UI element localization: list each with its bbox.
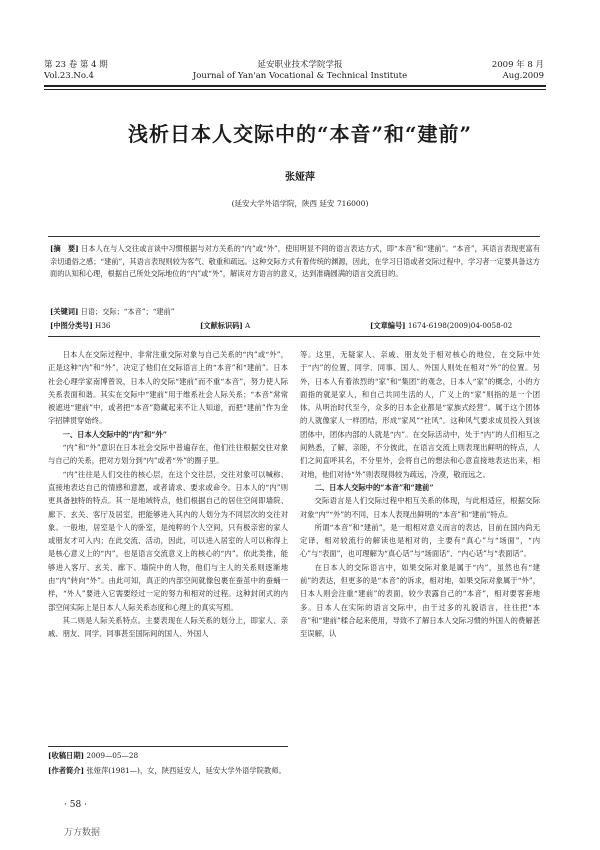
body-paragraph: 其二则是人际关系特点。主要表现在人际关系的划分上，即家人、亲戚、朋友、同学、同事甚至国际间的国人、外国人 [48,615,288,639]
body-paragraph: 所谓“本音”和“建前”，是一组相对意义而言的表达，目前在国内尚无定译，相对较流行的解读也是相对的，主要有“真心”与“场面”，“内心”与“表面”，也可理解为“真心话”与“场面话”、“内心话”与“表面话”。 [300,522,540,559]
watermark-text: 万方数据 [64,828,101,838]
footnote-rule [48,746,288,747]
article-number-value: 1674-6198(2009)04-0058-02 [407,321,513,330]
header-journal [140,60,460,82]
header-rule-thin [44,89,546,90]
header-rule-thick [44,85,546,87]
article-title: 浅析日本人交际中的“本音”和“建前” [127,122,472,146]
footnote-author [48,764,548,777]
header-date-en: Aug.2009 [502,71,544,81]
header-date [492,60,544,82]
clc-label: [中图分类号] [50,321,93,330]
article-author: 张娅萍 [285,172,315,183]
article-number-label: [文章编号] [370,321,406,330]
received-label: [收稿日期] [48,751,85,760]
header-volume-en: Vol.23.No.4 [44,71,94,81]
received-value: 2009—05—28 [86,751,139,760]
clc-number [50,321,110,331]
page-number: · 58 · [64,800,87,810]
body-paragraph: 等。这里，无疑家人、亲戚、朋友处于相对核心的地位，在交际中处于“内”的位置，同学、同事、国人、外国人则处在相对“外”的位置。另外，日本人有着浓烈的“家”和“集团”的观念，日本人“家”的概念，小的方面指的就是家人，和自己共同生活的人，广义上的“家”则指的是一个团体。从明治时代至今，众多的日本企业都是“家族式经营”。属于这个团体的人就像家人一样团结，形成“家风”“社风”。这种风气要求成员投入到该团体中，团体内部的人就是“内”。在交际活动中，处于“内”的人们相互之间熟悉，了解，亲睦，不分彼此，在语言交流上则表现出鲜明的特点，人们之间直呼其名，不分里外，会将自己的想法和心意直接地表达出来，相对地，他们对待“外”则表现得较为疏远，冷漠，敬而远之。 [300,350,540,479]
header-volume-cn: 第 23 卷 第 4 期 [44,60,108,70]
article-affiliation: (延安大学外语学院，陕西 延安 716000) [231,199,369,208]
header-date-cn: 2009 年 8 月 [491,60,544,70]
abstract-text: 日本人在与人交往或言谈中习惯根据与对方关系的“内”或“外”，使用明显不同的语言表达方式，即“本音”和“建前”。“本音”，其语言表现更富有亲切通俗之感；“建前”，其语言表现则较为客气、敬重和疏远。这种交际方式有着传统的渊源，因此，在学习日语或者交际过程中，学习者一定要具备这方面的认知和心理，根据自己所处交际地位的“内”或“外”，解读对方语言的意义，达到准确圆满的语言交流目的。 [50,244,540,278]
header-journal-en: Journal of Yan'an Vocational & Technical Institute [192,71,408,81]
keywords-label: [关键词] [50,307,79,316]
abstract-label: [摘 要] [50,244,79,253]
body-paragraph: 在日本人的交际语言中，如果交际对象是属于“内”，虽然也有“建前”的表达，但更多的是“本音”的诉求，相对地，如果交际对象属于“外”，日本人则会注重“建前”的表面，较少表露自己的“本音”，相对要客套地多。日本人在实际的语言交际中，由于过多的礼貌语言，往往把“本音”和“建前”糅合起来使用，导致不了解日本人交际习惯的外国人的费解甚至误解，认 [300,562,540,639]
body-paragraph: “内”往往是人们交往的核心层，在这个交往层，交往对象可以喊称、直接地表达自己的情感和意愿，或者请求、要求或命令。日本人的“内”则更具备独特的特点。其一是地域特点，他们根据自己的居住空间即墙院、廊下、玄关、客厅及居室，把能够进入其内的人划分为不同层次的交往对象。一般地，居室是个人的卧室，是纯粹的个人空间，只有极亲密的家人或朋友才可入内；在此交流、活动，因此，可以进入居室的人可以称得上是核心意义上的“内”，也是语言交流意义上的核心的“内”。依此类推，能够进入客厅、玄关、廊下、墙院中的人物，他们与主人的关系则逐渐地由“内”转向“外”。由此可知，真正的内部空间就像包裹在蚕茧中的蚕蛹一样，“外人”要进入它需要经过一定的努力和相对的过程。这种封闭式的内部空间实际上是日本人人际关系态度和心理上的真实写照。 [48,469,288,612]
body-paragraph: 交际语言是人们交际过程中相互关系的体现，与此相适应，根据交际对象“内”“外”的不同，日本人表现出鲜明的“本音”和“建前”特点。 [300,496,540,519]
body-column-right [300,348,540,641]
section-heading: 一、日本人交际中的“内”和“外” [62,429,167,439]
header-volume [44,60,108,82]
article-number [370,321,512,331]
abstract [50,243,540,281]
author-bio-value: 张娅萍(1981—)，女，陕西延安人，延安大学外语学院教师。 [86,766,286,775]
abstract-rule-top [48,236,540,237]
body-column-left [48,348,288,641]
author-bio-label: [作者简介] [48,766,85,775]
doc-code [200,321,250,331]
footnote-received [48,749,548,762]
keywords [50,306,540,318]
doc-label: [文献标识码] [200,321,243,330]
keywords-text: 日语；交际；“本音”；“建前” [80,307,175,316]
body-paragraph: “内”和“外”意识在日本社会交际中普遍存在，他们往往根据交往对象与自己的关系，把对方划分到“内”或者“外”的圈子里。 [48,443,288,466]
clc-value: H36 [95,321,111,330]
abstract-rule-bottom [48,336,540,337]
header-journal-cn: 延安职业技术学院学报 [257,60,343,70]
body-paragraph: 日本人在交际过程中，非常注重交际对象与自己关系的“内”或“外”，正是这种“内”和“外”，决定了他们在交际语言上的“本音”和“建前”。日本社会心理学家南博曾说，日本人的交际“建前”而不重“本音”，努力使人际关系表面和谐。其实在交际中“建前”用于维系社会人际关系；“本音”常常被遮进“建前”中，或者把“本音”隐藏起来不让人知道，而把“建前”作为金字招牌贯穿始终。 [48,350,288,426]
section-heading: 二、日本人交际中的“本音”和“建前” [314,482,434,492]
doc-value: A [245,321,251,330]
